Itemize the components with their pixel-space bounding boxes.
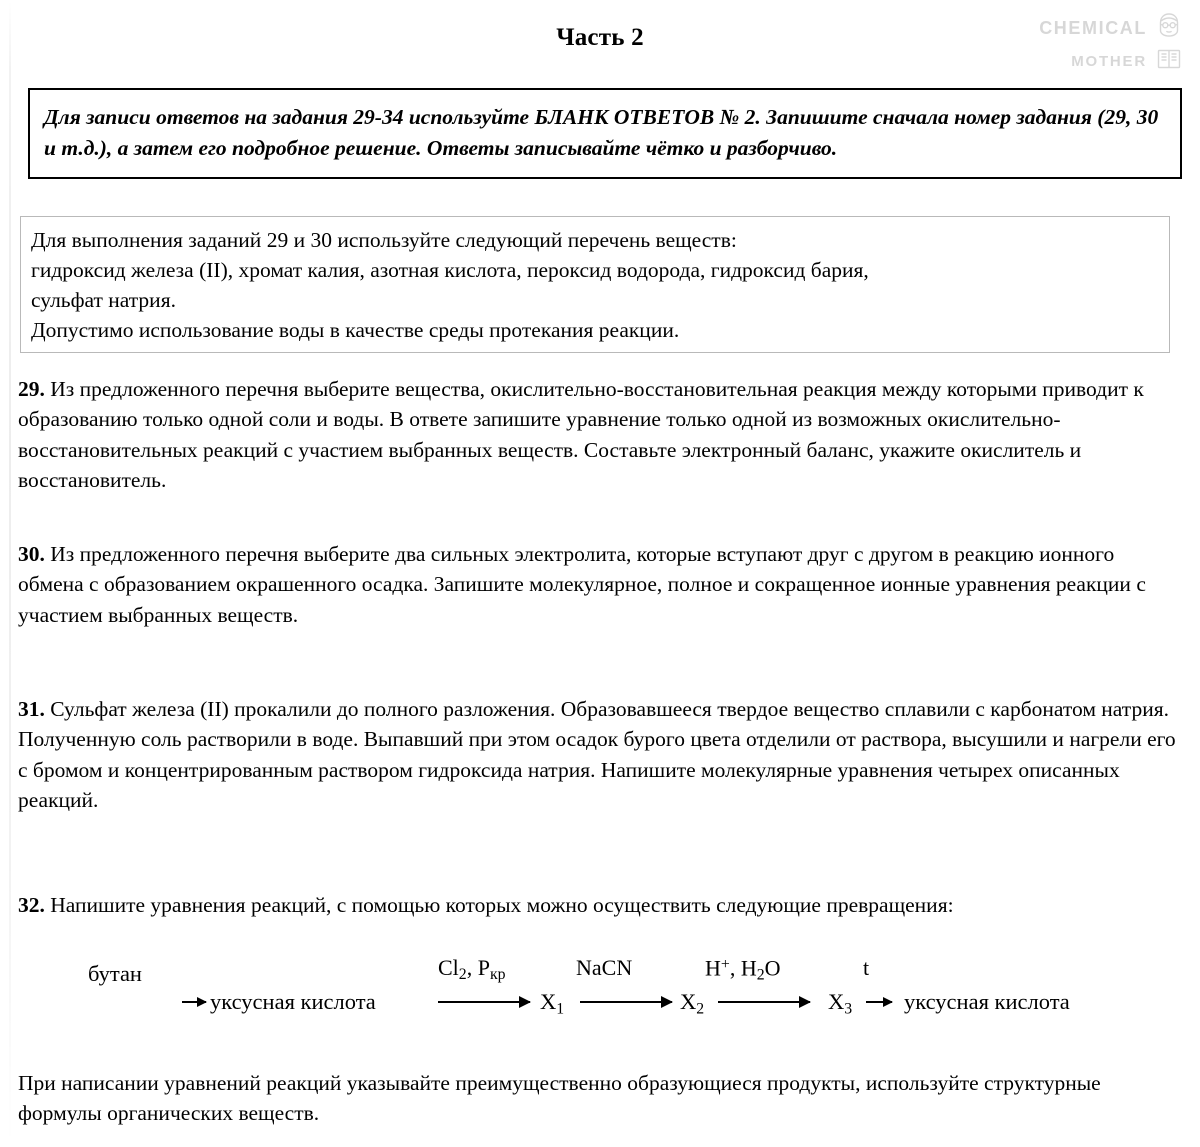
task-29-text: Из предложенного перечня выберите вещества, окислительно-восстановительная реакция между которыми приводит к образованию только одной соли и воды. В ответе запишите уравнение только одной из возможных окислительно-восстановительных реакций с участием выбранных веществ. Составьте электронный баланс, укажите окислитель и восстановитель. [18, 377, 1144, 493]
scheme-arrow-5 [866, 1001, 892, 1003]
scan-artifact-line [9, 0, 11, 1147]
task-30 [18, 539, 1183, 630]
substance-list-line: Допустимо использование воды в качестве среды протекания реакции. [31, 318, 680, 343]
scheme-node-x3: $X_3$ [828, 989, 853, 1018]
task-31 [18, 694, 1183, 816]
task-31-number: 31. [18, 697, 45, 721]
answer-sheet-notice-box [28, 88, 1182, 179]
open-book-icon [1156, 47, 1182, 76]
scheme-arrow-3 [580, 1001, 672, 1003]
task-32 [18, 890, 1183, 920]
scheme-arrow-4 [718, 1001, 810, 1003]
task-29-paragraph [18, 374, 1183, 496]
task-29-number: 29. [18, 377, 45, 401]
reaction-scheme [18, 955, 1183, 1045]
reagent-label-nacn: NaCN [576, 955, 633, 980]
task-30-paragraph [18, 539, 1183, 630]
task-29 [18, 374, 1183, 496]
scheme-node-acetic-acid-2: уксусная кислота [904, 989, 1070, 1014]
substance-list-line: сульфат натрия. [31, 288, 176, 313]
footnote [18, 1068, 1183, 1129]
reagent-label-h-h2o: H+, $H_2O$ [705, 955, 781, 984]
scheme-node-x2: $X_2$ [680, 989, 705, 1018]
watermark-row-top [1039, 12, 1182, 43]
substance-list-line: гидроксид железа (II), хромат калия, азотная кислота, пероксид водорода, гидроксид бария, [31, 258, 869, 283]
reagent-label-t: t [863, 955, 870, 980]
task-32-number: 32. [18, 893, 45, 917]
watermark-logo [1039, 12, 1182, 76]
task-31-text: Сульфат железа (II) прокалили до полного разложения. Образовавшееся твердое вещество сплавили с карбонатом натрия. Полученную соль растворили в воде. Выпавший при этом осадок бурого цвета отделили от раствора, высушили и нагрели его с бромом и концентрированным раствором гидроксида натрия. Напишите молекулярные уравнения четырех описанных реакций. [18, 697, 1176, 813]
task-32-paragraph [18, 890, 1183, 920]
task-32-text: Напишите уравнения реакций, с помощью которых можно осуществить следующие превращения: [50, 893, 954, 917]
page-title: Часть 2 [556, 24, 644, 51]
task-31-paragraph [18, 694, 1183, 816]
scheme-arrow-2 [438, 1001, 530, 1003]
scheme-node-butane: бутан [88, 961, 142, 986]
substance-list-box [20, 216, 1170, 353]
watermark-row-bottom [1071, 47, 1182, 76]
watermark-text-chemical: CHEMICAL [1039, 17, 1147, 38]
scheme-node-acetic-acid-1: уксусная кислота [210, 989, 376, 1014]
substance-list-line: Для выполнения заданий 29 и 30 используйте следующий перечень веществ: [31, 228, 737, 252]
watermark-text-mother: MOTHER [1071, 53, 1147, 70]
task-30-text: Из предложенного перечня выберите два сильных электролита, которые вступают друг с другом в реакцию ионного обмена с образованием окрашенного осадка. Запишите молекулярное, полное и сокращенное ионные уравнения реакции с участием выбранных веществ. [18, 542, 1146, 627]
scheme-node-x1: $X_1$ [540, 989, 565, 1018]
reagent-label-cl2-p: $Cl_2$, $P_{кр}$ [438, 955, 506, 983]
footnote-text: При написании уравнений реакций указывайте преимущественно образующиеся продукты, используйте структурные формулы органических веществ. [18, 1071, 1101, 1126]
scheme-arrow-1 [182, 1001, 206, 1003]
answer-sheet-notice-text: Для записи ответов на задания 29-34 используйте БЛАНК ОТВЕТОВ № 2. Запишите сначала номер задания (29, 30 и т.д.), а затем его подробное решение. Ответы записывайте чётко и разборчиво. [44, 105, 1159, 160]
task-30-number: 30. [18, 542, 45, 566]
scientist-face-icon [1156, 12, 1182, 43]
